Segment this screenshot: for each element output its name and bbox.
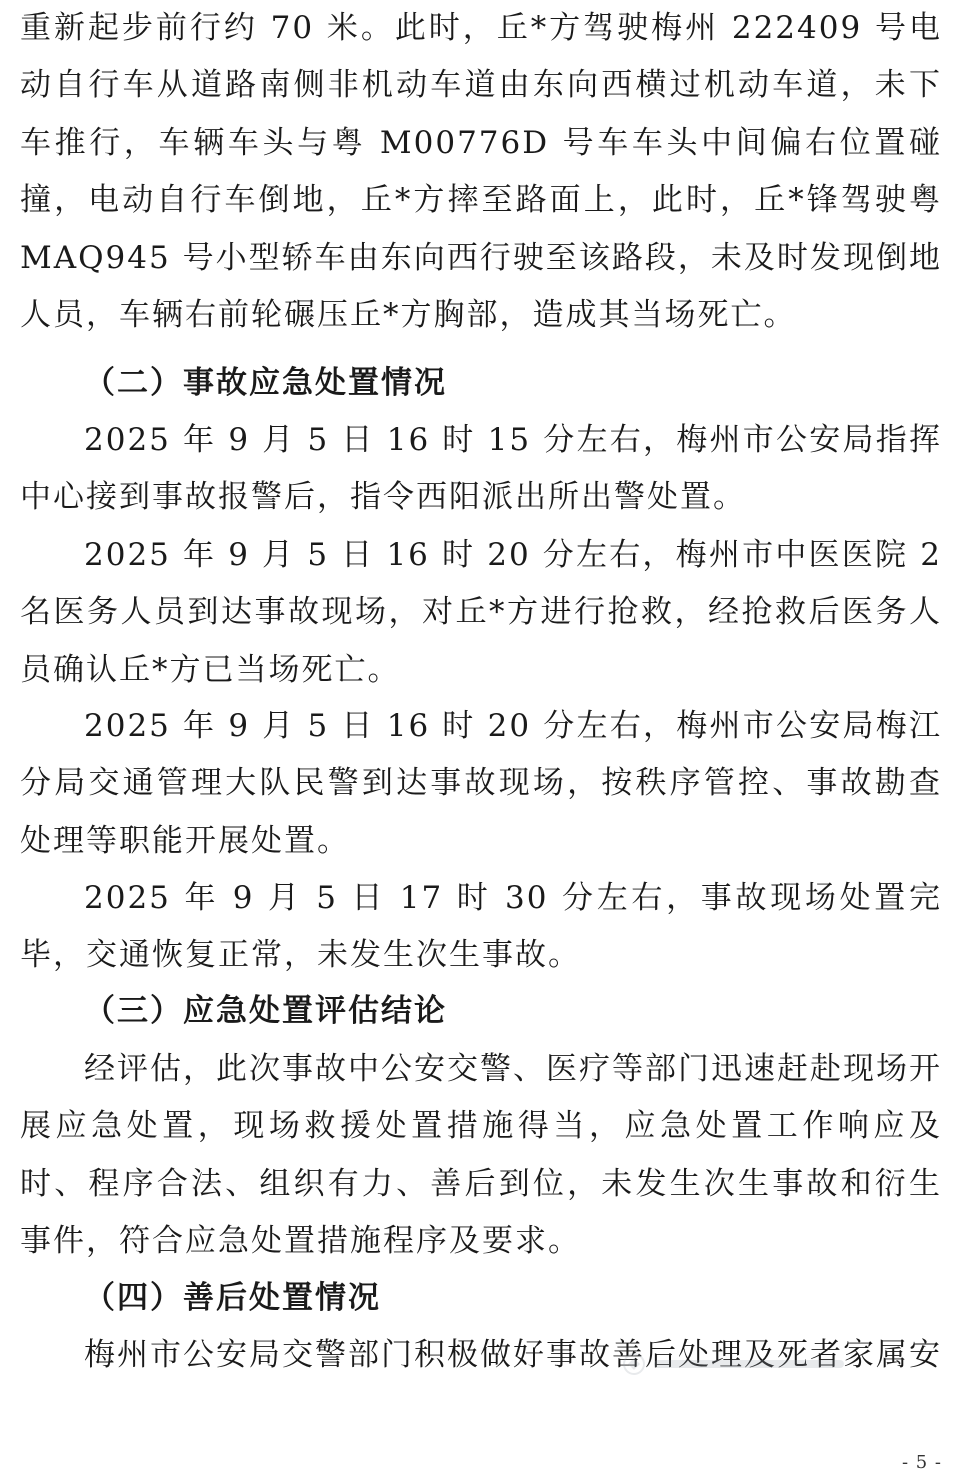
paragraph-medical-arrival: 2025 年 9 月 5 日 16 时 20 分左右，梅州市中医医院 2 名医务人员到达事故现场，对丘*方进行抢救，经抢救后医务人员确认丘*方已当场死亡。 bbox=[20, 537, 942, 688]
paragraph-aftermath: 梅州市公安局交警部门积极做好事故善后处理及死者家属安 bbox=[84, 1337, 942, 1373]
paragraph-scene-cleared: 2025 年 9 月 5 日 17 时 30 分左右，事故现场处置完毕，交通恢复正常，未发生次生事故。 bbox=[20, 880, 942, 974]
section-heading-emergency-response: （二）事故应急处置情况 bbox=[84, 365, 447, 401]
page-number: - 5 - bbox=[901, 1452, 942, 1473]
section-heading-evaluation-conclusion: （三）应急处置评估结论 bbox=[84, 993, 447, 1029]
section-heading-aftermath: （四）善后处置情况 bbox=[84, 1280, 381, 1316]
paragraph-police-arrival: 2025 年 9 月 5 日 16 时 20 分左右，梅州市公安局梅江分局交通管理大队民警到达事故现场，按秩序管控、事故勘查处理等职能开展处置。 bbox=[20, 708, 942, 859]
paragraph-evaluation: 经评估，此次事故中公安交警、医疗等部门迅速赶赴现场开展应急处置，现场救援处置措施得当，应急处置工作响应及时、程序合法、组织有力、善后到位，未发生次生事故和衍生事件，符合应急处置措施程序及要求。 bbox=[20, 1051, 942, 1260]
paragraph-alarm-received: 2025 年 9 月 5 日 16 时 15 分左右，梅州市公安局指挥中心接到事故报警后，指令西阳派出所出警处置。 bbox=[20, 422, 942, 516]
paragraph-accident-narrative: 重新起步前行约 70 米。此时，丘*方驾驶梅州 222409 号电动自行车从道路南侧非机动车道由东向西横过机动车道，未下车推行，车辆车头与粤 M00776D 号车车头中间偏右位置碰撞，电动自行车倒地，丘*方摔至路面上，此时，丘*锋驾驶粤 MAQ945 号小型轿车由东向西行驶至该路段，未及时发现倒地人员，车辆右前轮碾压丘*方胸部，造成其当场死亡。 bbox=[20, 10, 942, 334]
